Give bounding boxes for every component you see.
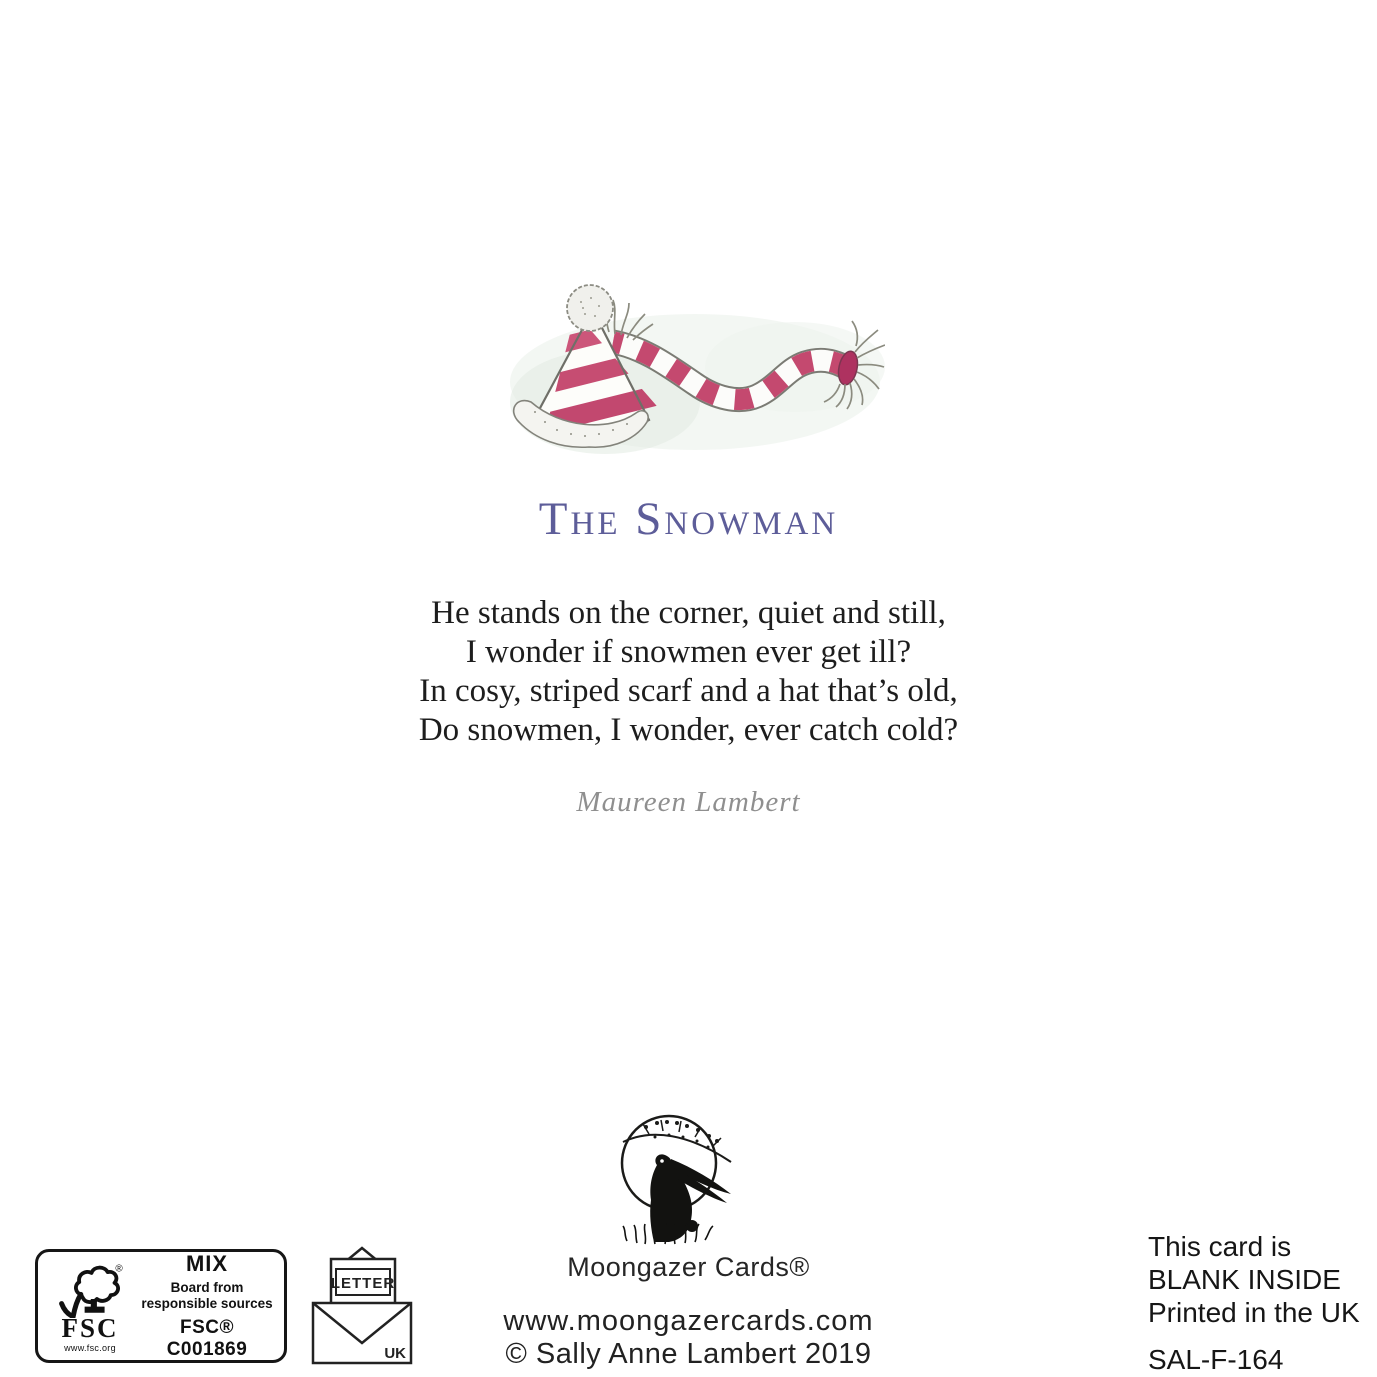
card-title: The Snowman	[538, 493, 839, 545]
fsc-url: www.fsc.org	[64, 1342, 116, 1353]
brand-copyright: © Sally Anne Lambert 2019	[505, 1338, 872, 1370]
fsc-text-block	[138, 1251, 284, 1361]
fsc-code: FSC® C001869	[166, 1317, 248, 1360]
info-line: BLANK INSIDE	[1148, 1264, 1341, 1295]
brand-website: www.moongazercards.com	[503, 1305, 874, 1337]
moongazer-hare-moon-logo-icon	[597, 1110, 747, 1255]
card-info	[1148, 1230, 1360, 1376]
fsc-registered-mark: ®	[115, 1262, 123, 1274]
info-line: Printed in the UK	[1148, 1297, 1360, 1328]
fsc-board-line2: responsible sources	[141, 1295, 273, 1311]
striped-hat-scarf-icon	[495, 272, 885, 457]
poem-author: Maureen Lambert	[576, 786, 801, 818]
fsc-wordmark: FSC	[61, 1312, 119, 1343]
info-line: This card is	[1148, 1231, 1292, 1262]
sku-code: SAL-F-164	[1148, 1344, 1284, 1375]
fsc-board-line1: Board from	[170, 1280, 244, 1295]
poem	[0, 594, 1377, 750]
fsc-board-text	[138, 1280, 276, 1311]
poem-line: I wonder if snowmen ever get ill?	[465, 634, 912, 670]
uk-label: UK	[384, 1345, 406, 1362]
poem-line: He stands on the corner, quiet and still,	[431, 595, 946, 631]
poem-line: In cosy, striped scarf and a hat that’s old,	[419, 673, 958, 709]
letter-label: LETTER	[330, 1275, 396, 1292]
hat-scarf-illustration	[495, 272, 885, 457]
fsc-logo-block	[38, 1260, 138, 1353]
brand-name: Moongazer Cards®	[567, 1252, 810, 1282]
poem-line: Do snowmen, I wonder, ever catch cold?	[418, 712, 959, 748]
fsc-mix-label: MIX	[185, 1251, 229, 1276]
letter-uk-envelope-icon	[303, 1243, 421, 1367]
fsc-tree-icon	[57, 1260, 123, 1318]
fsc-label	[35, 1249, 287, 1363]
